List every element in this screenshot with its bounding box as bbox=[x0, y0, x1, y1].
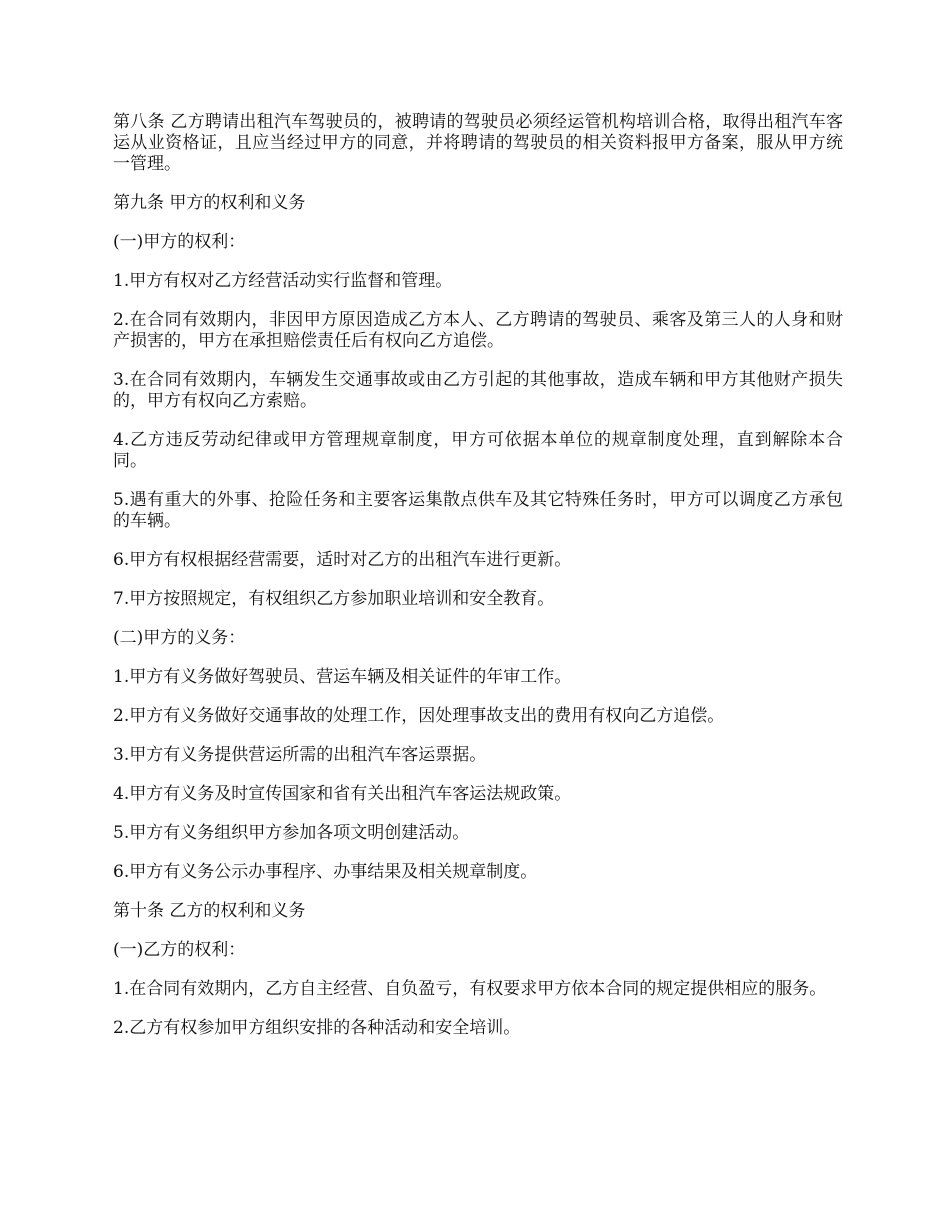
party-a-obligation-4: 4.甲方有义务及时宣传国家和省有关出租汽车客运法规政策。 bbox=[113, 784, 572, 804]
party-a-right-3: 3.在合同有效期内，车辆发生交通事故或由乙方引起的其他事故，造成车辆和甲方其他财产损失的，甲方有权向乙方索赔。 bbox=[113, 370, 843, 411]
document-page bbox=[113, 112, 843, 1057]
party-a-obligation-6: 6.甲方有义务公示办事程序、办事结果及相关规章制度。 bbox=[113, 862, 538, 882]
party-a-obligation-1: 1.甲方有义务做好驾驶员、营运车辆及相关证件的年审工作。 bbox=[113, 667, 572, 687]
party-a-obligation-5: 5.甲方有义务组织甲方参加各项文明创建活动。 bbox=[113, 823, 470, 843]
party-a-obligation-2: 2.甲方有义务做好交通事故的处理工作，因处理事故支出的费用有权向乙方追偿。 bbox=[113, 706, 725, 726]
party-a-rights-heading: (一)甲方的权利： bbox=[113, 232, 246, 252]
party-a-right-7: 7.甲方按照规定，有权组织乙方参加职业培训和安全教育。 bbox=[113, 589, 555, 609]
party-a-right-2: 2.在合同有效期内，非因甲方原因造成乙方本人、乙方聘请的驾驶员、乘客及第三人的人身和财产损害的，甲方在承担赔偿责任后有权向乙方追偿。 bbox=[113, 310, 843, 351]
article-10-heading: 第十条 乙方的权利和义务 bbox=[113, 901, 306, 921]
party-b-rights-heading: (一)乙方的权利： bbox=[113, 940, 246, 960]
party-a-obligations-heading: (二)甲方的义务： bbox=[113, 628, 246, 648]
party-a-right-6: 6.甲方有权根据经营需要，适时对乙方的出租汽车进行更新。 bbox=[113, 550, 572, 570]
party-a-right-1: 1.甲方有权对乙方经营活动实行监督和管理。 bbox=[113, 271, 453, 291]
party-b-right-2: 2.乙方有权参加甲方组织安排的各种活动和安全培训。 bbox=[113, 1018, 521, 1038]
article-9-heading: 第九条 甲方的权利和义务 bbox=[113, 193, 306, 213]
party-a-obligation-3: 3.甲方有义务提供营运所需的出租汽车客运票据。 bbox=[113, 745, 487, 765]
party-a-right-4: 4.乙方违反劳动纪律或甲方管理规章制度，甲方可依据本单位的规章制度处理，直到解除本合同。 bbox=[113, 430, 843, 471]
article-8-paragraph: 第八条 乙方聘请出租汽车驾驶员的，被聘请的驾驶员必须经运管机构培训合格，取得出租汽车客运从业资格证，且应当经过甲方的同意，并将聘请的驾驶员的相关资料报甲方备案，服从甲方统一管理。 bbox=[113, 112, 843, 174]
party-a-right-5: 5.遇有重大的外事、抢险任务和主要客运集散点供车及其它特殊任务时，甲方可以调度乙方承包的车辆。 bbox=[113, 490, 843, 531]
party-b-right-1: 1.在合同有效期内，乙方自主经营、自负盈亏，有权要求甲方依本合同的规定提供相应的服务。 bbox=[113, 979, 827, 999]
